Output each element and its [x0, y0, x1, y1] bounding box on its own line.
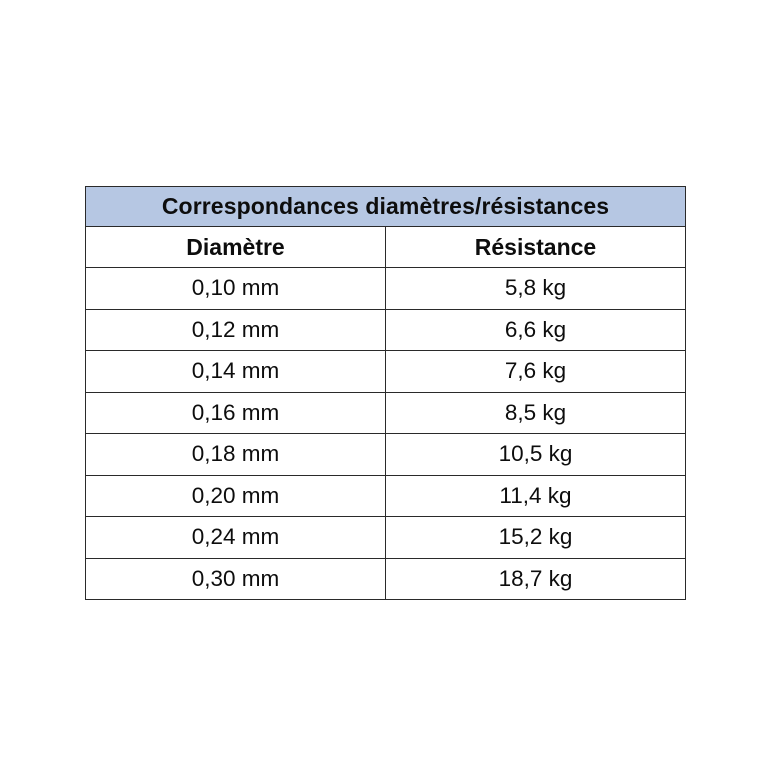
cell-diameter: 0,10 mm [86, 268, 386, 310]
table-row [86, 434, 686, 476]
cell-resistance: 8,5 kg [386, 392, 686, 434]
cell-diameter: 0,24 mm [86, 517, 386, 559]
cell-diameter: 0,12 mm [86, 309, 386, 351]
column-header-diameter: Diamètre [86, 227, 386, 268]
table-row [86, 517, 686, 559]
cell-resistance: 18,7 kg [386, 558, 686, 600]
cell-resistance: 5,8 kg [386, 268, 686, 310]
cell-diameter: 0,16 mm [86, 392, 386, 434]
table-row [86, 268, 686, 310]
cell-diameter: 0,18 mm [86, 434, 386, 476]
cell-resistance: 6,6 kg [386, 309, 686, 351]
cell-diameter: 0,20 mm [86, 475, 386, 517]
table-row [86, 392, 686, 434]
cell-resistance: 11,4 kg [386, 475, 686, 517]
table-body [86, 187, 686, 600]
table-title-row [86, 187, 686, 227]
table-row [86, 475, 686, 517]
table-row [86, 558, 686, 600]
table-title: Correspondances diamètres/résistances [86, 187, 686, 227]
cell-diameter: 0,30 mm [86, 558, 386, 600]
cell-diameter: 0,14 mm [86, 351, 386, 393]
cell-resistance: 7,6 kg [386, 351, 686, 393]
table-row [86, 309, 686, 351]
table-row [86, 351, 686, 393]
table-header-row [86, 227, 686, 268]
cell-resistance: 10,5 kg [386, 434, 686, 476]
cell-resistance: 15,2 kg [386, 517, 686, 559]
correspondence-table-container [85, 186, 686, 600]
correspondence-table [85, 186, 686, 600]
column-header-resistance: Résistance [386, 227, 686, 268]
